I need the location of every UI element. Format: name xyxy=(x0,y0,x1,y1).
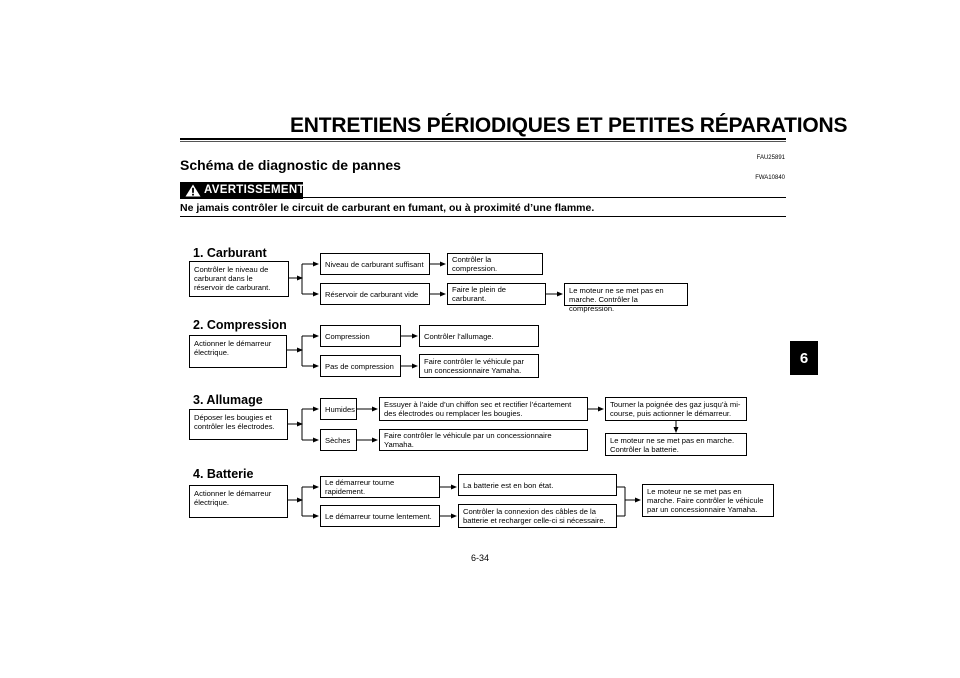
fuel-section-title: 1. Carburant xyxy=(193,246,267,260)
battery-fast-result-text: La batterie est en bon état. xyxy=(463,480,554,490)
fuel-sufficient-text: Niveau de carburant suffisant xyxy=(325,259,424,269)
ignition-dry-result-box xyxy=(379,429,588,451)
ignition-final-text: Le moteur ne se met pas en marche. Contrôler la batterie. xyxy=(610,436,735,454)
ignition-wet-result-box xyxy=(379,397,588,421)
battery-slow-result-box xyxy=(458,504,617,528)
doc-code-warning: FWA10840 xyxy=(755,175,785,181)
fuel-sufficient-result-text: Contrôler la compression. xyxy=(452,255,498,273)
ignition-wet-box xyxy=(320,398,357,420)
compression-none-text: Pas de compression xyxy=(325,361,394,371)
ignition-start-text: Déposer les bougies et contrôler les électrodes. xyxy=(194,413,275,431)
ignition-final-box xyxy=(605,433,747,456)
compression-start-text: Actionner le démarreur électrique. xyxy=(194,339,272,357)
fuel-sufficient-box xyxy=(320,253,430,275)
fuel-final-box xyxy=(564,283,688,313)
battery-final-box xyxy=(642,484,774,517)
fuel-sufficient-result-box xyxy=(447,253,543,275)
ignition-wet-next-box xyxy=(605,397,747,421)
ignition-wet-text: Humides xyxy=(325,404,355,414)
compression-none-result-text: Faire contrôler le véhicule par un concessionnaire Yamaha. xyxy=(424,357,525,375)
compression-ok-box xyxy=(320,325,401,347)
fuel-empty-box xyxy=(320,283,430,305)
battery-start-text: Actionner le démarreur électrique. xyxy=(194,489,272,507)
fuel-start-box xyxy=(189,261,289,297)
chapter-tab: 6 xyxy=(790,341,818,375)
fuel-empty-text: Réservoir de carburant vide xyxy=(325,289,419,299)
fuel-final-text: Le moteur ne se met pas en marche. Contrôler la compression. xyxy=(569,286,664,313)
battery-fast-result-box xyxy=(458,474,617,496)
fuel-empty-result-text: Faire le plein de carburant. xyxy=(452,285,507,303)
battery-fast-text: Le démarreur tourne rapidement. xyxy=(325,478,395,496)
doc-code-main: FAU25891 xyxy=(756,155,785,161)
ignition-section-title: 3. Allumage xyxy=(193,393,263,407)
fuel-start-text: Contrôler le niveau de carburant dans le réservoir de carburant. xyxy=(194,265,271,292)
battery-start-box xyxy=(189,485,288,518)
compression-start-box xyxy=(189,335,287,368)
page-header-title: ENTRETIENS PÉRIODIQUES ET PETITES RÉPARATIONS xyxy=(290,114,848,137)
compression-ok-text: Compression xyxy=(325,331,370,341)
battery-slow-box xyxy=(320,505,440,527)
compression-none-result-box xyxy=(419,354,539,378)
ignition-dry-box xyxy=(320,429,357,451)
compression-ok-result-text: Contrôler l’allumage. xyxy=(424,331,494,341)
ignition-wet-result-text: Essuyer à l’aide d’un chiffon sec et rectifier l’écartement des électrodes ou remplacer les bougies. xyxy=(384,400,572,418)
compression-ok-result-box xyxy=(419,325,539,347)
battery-slow-text: Le démarreur tourne lentement. xyxy=(325,511,432,521)
fuel-empty-result-box xyxy=(447,283,546,305)
ignition-dry-result-text: Faire contrôler le véhicule par un concessionnaire Yamaha. xyxy=(384,431,552,449)
battery-fast-box xyxy=(320,476,440,498)
warning-text: Ne jamais contrôler le circuit de carburant en fumant, ou à proximité d’une flamme. xyxy=(180,202,595,214)
ignition-dry-text: Sèches xyxy=(325,435,351,445)
section-title: Schéma de diagnostic de pannes xyxy=(180,157,401,173)
battery-final-text: Le moteur ne se met pas en marche. Faire contrôler le véhicule par un concessionnaire Yamaha. xyxy=(647,487,764,514)
battery-section-title: 4. Batterie xyxy=(193,467,254,481)
ignition-start-box xyxy=(189,409,288,440)
battery-slow-result-text: Contrôler la connexion des câbles de la batterie et recharger celle-ci si nécessaire. xyxy=(463,507,606,525)
compression-none-box xyxy=(320,355,401,377)
ignition-wet-next-text: Tourner la poignée des gaz jusqu’à mi-course, puis actionner le démarreur. xyxy=(610,400,741,418)
warning-badge-label: AVERTISSEMENT xyxy=(204,184,305,196)
page-number: 6-34 xyxy=(470,553,489,563)
compression-section-title: 2. Compression xyxy=(193,318,287,332)
